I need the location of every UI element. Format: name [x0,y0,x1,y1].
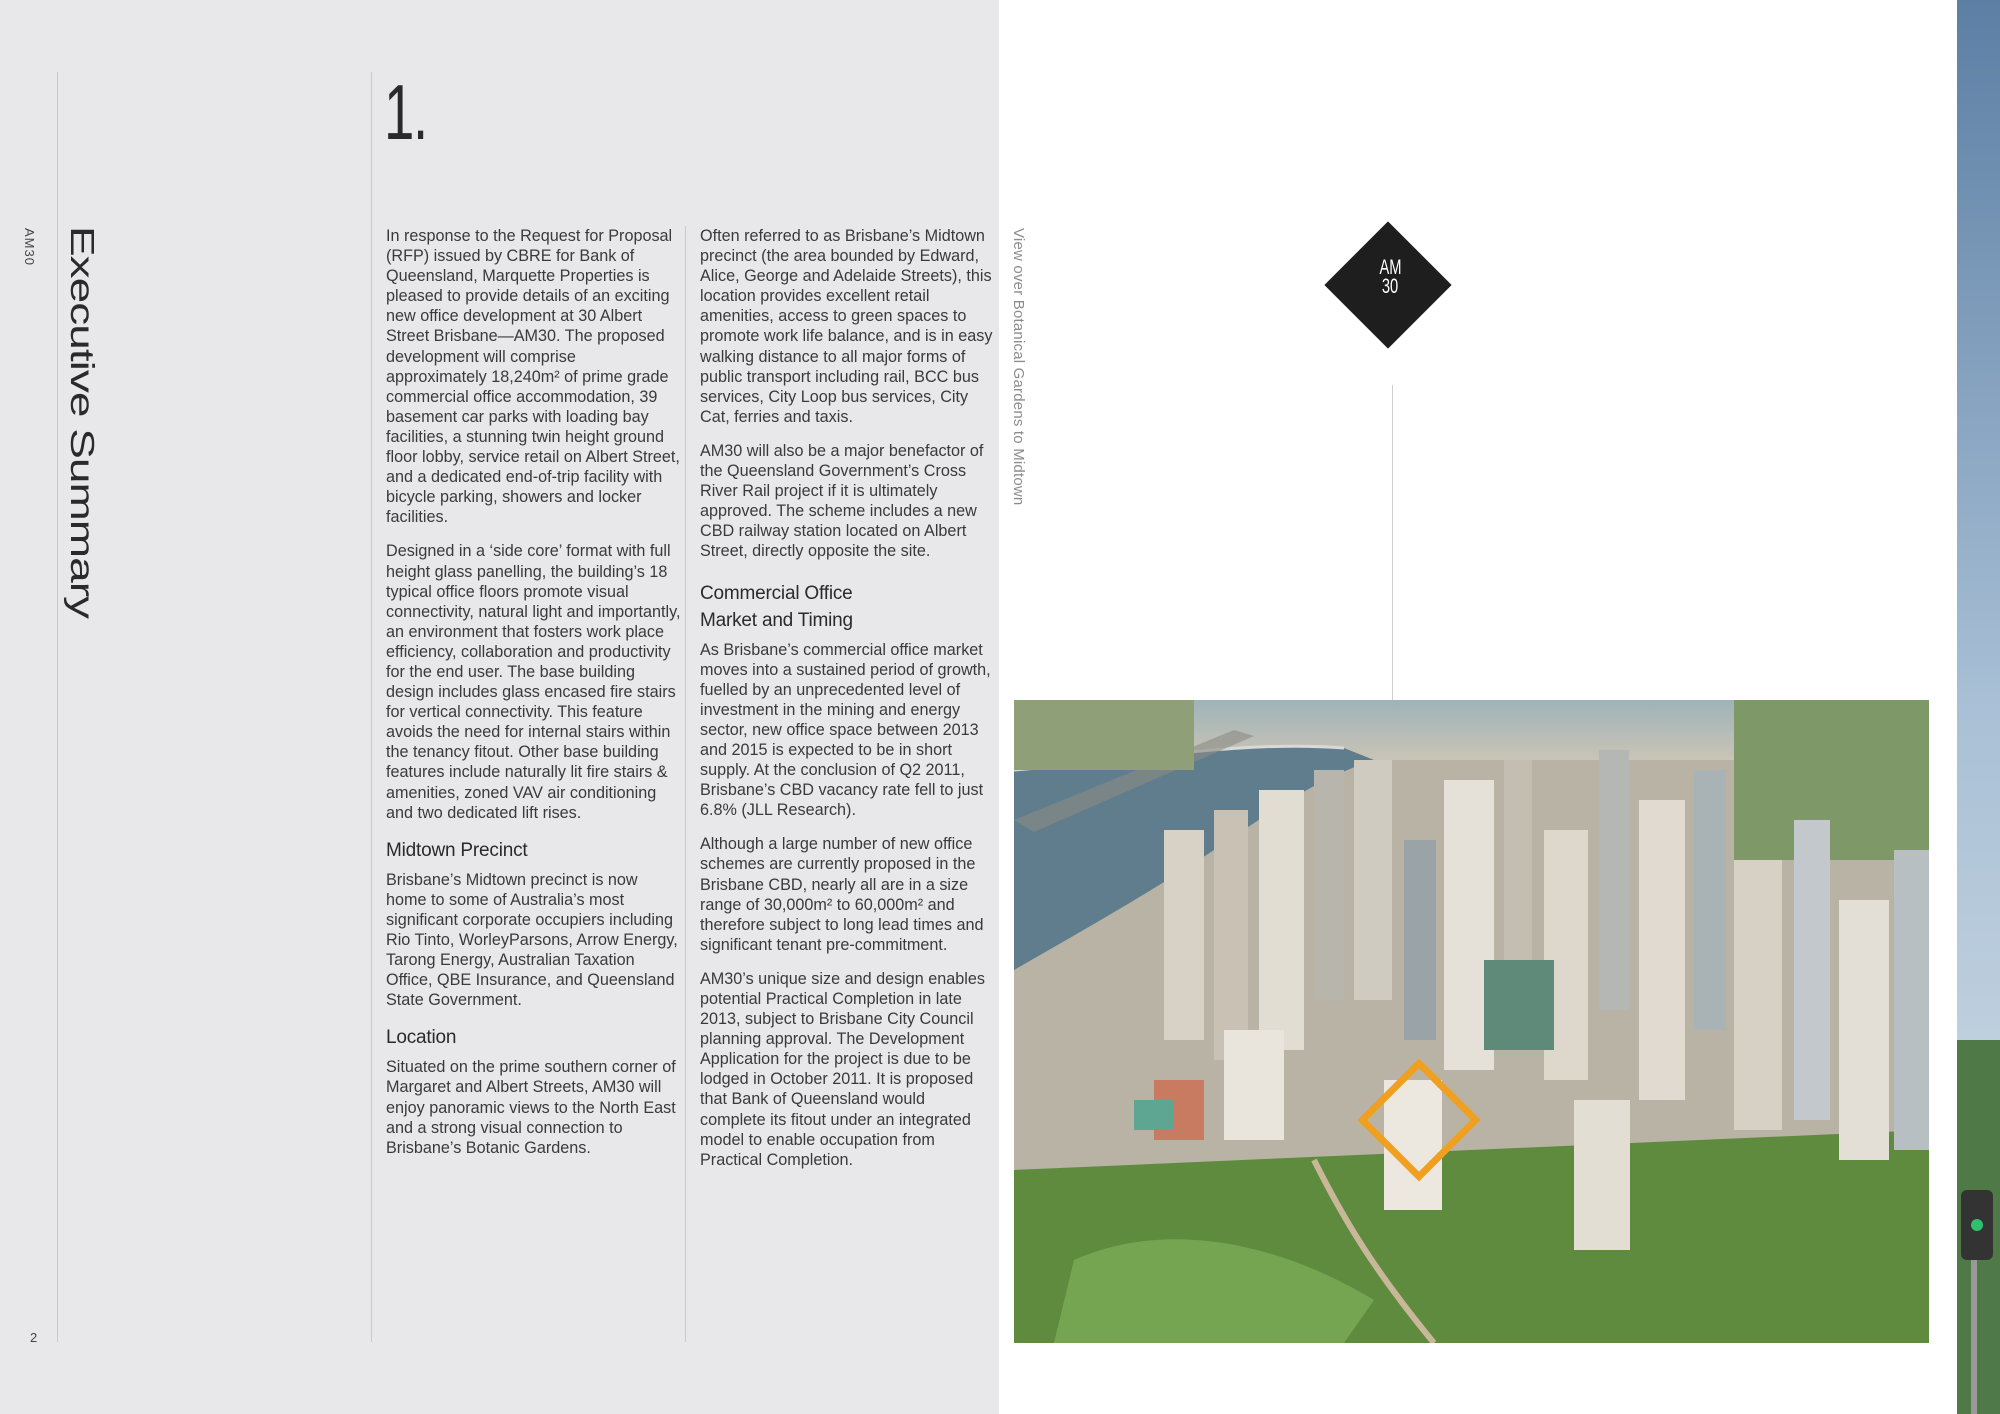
design-paragraph: Designed in a ‘side core’ format with full height glass panelling, the building’s 18 typical office floors promote visual connectivity, natural light and importantly, an environment that fosters work place efficiency, collaboration and productivity for the end user. The base building design includes glass encased fire stairs for vertical connectivity. This feature avoids the need for internal stairs within the tenancy fitout. Other base building features include naturally lit fire stairs & amenities, zoned VAV air conditioning and two dedicated lift rises. [386,542,681,822]
page-number: 2 [30,1330,38,1345]
next-page-photo-strip [1957,0,2000,1414]
far-park [1734,700,1929,860]
logo-30: 30 [1381,275,1399,298]
location-heading: Location [386,1027,457,1049]
market-heading-line-1: Commercial Office [700,582,853,604]
logo-connector-line [1392,385,1393,701]
column-divider-2 [685,226,686,1342]
project-label: AM30 [22,228,37,266]
aerial-city-photo [1014,700,1929,1343]
aerial-photo-illustration [1014,700,1929,1343]
midtown-heading: Midtown Precinct [386,839,528,861]
intro-paragraph: In response to the Request for Proposal (RFP) issued by CBRE for Bank of Queensland, Marquette Properties is pleased to provide details of an exciting new office development at 30 Albert Street Brisbane—AM30. The proposed development will comprise approximately 18,240m² of prime grade commercial office accommodation, 39 basement car parks with loading bay facilities, a stunning twin height ground floor lobby, service retail on Albert Street, and a dedicated end-of-trip facility with bicycle parking, showers and locker facilities. [386,227,680,527]
completion-paragraph: AM30’s unique size and design enables potential Practical Completion in late 2013, subject to Brisbane City Council planning approval. The Development Application for the project is due to be lodged in October 2011. It is proposed that Bank of Queensland would complete its fitout under an integrated model to enable occupation from Practical Completion. [700,969,985,1169]
market-heading-line-2: Market and Timing [700,609,853,631]
market-paragraph: As Brisbane’s commercial office market moves into a sustained period of growth, fuelled by an unprecedented level of investment in the mining and energy sector, new office space between 2013 and 2015 is expected to be in short supply. At the conclusion of Q2 2011, Brisbane’s CBD vacancy rate fell to just 6.8% (JLL Research). [700,640,991,820]
section-title: Executive Summary [63,226,102,619]
location-paragraph: Situated on the prime southern corner of Margaret and Albert Streets, AM30 will enjoy panoramic views to the North East and a strong visual connection to Brisbane’s Botanic Gardens. [386,1058,676,1157]
market-heading [700,580,995,634]
photo-caption: View over Botanical Gardens to Midtown [1010,228,1027,506]
am30-logo-text [1380,258,1401,296]
schemes-paragraph: Although a large number of new office schemes are currently proposed in the Brisbane CBD, nearly all are in a size range of 30,000m² to 60,000m² and therefore subject to long lead times and significant tenant pre-commitment. [700,835,984,954]
text-column-1 [386,226,681,1172]
precinct-paragraph: Often referred to as Brisbane’s Midtown precinct (the area bounded by Edward, Alice, George and Adelaide Streets), this location provides excellent retail amenities, access to green spaces to promote work life balance, and is in easy walking distance to all major forms of public transport including rail, BCC bus services, City Loop bus services, City Cat, ferries and taxis. [700,227,993,426]
sidebar-divider [57,72,58,1342]
far-bank [1014,700,1194,770]
logo-am: AM [1379,256,1402,279]
midtown-paragraph: Brisbane’s Midtown precinct is now home to some of Australia’s most significant corporate occupiers including Rio Tinto, WorleyParsons, Arrow Energy, Tarong Energy, Australian Taxation Office, QBE Insurance, and Queensland State Government. [386,870,678,1010]
chapter-number: 1. [384,68,427,156]
cross-river-paragraph: AM30 will also be a major benefactor of the Queensland Government’s Cross River Rail project if it is ultimately approved. The scheme includes a new CBD railway station located on Albert Street, directly opposite the site. [700,441,984,561]
text-column-2 [700,226,995,1184]
strip-illustration [1957,0,2000,1414]
column-divider-1 [371,72,372,1342]
